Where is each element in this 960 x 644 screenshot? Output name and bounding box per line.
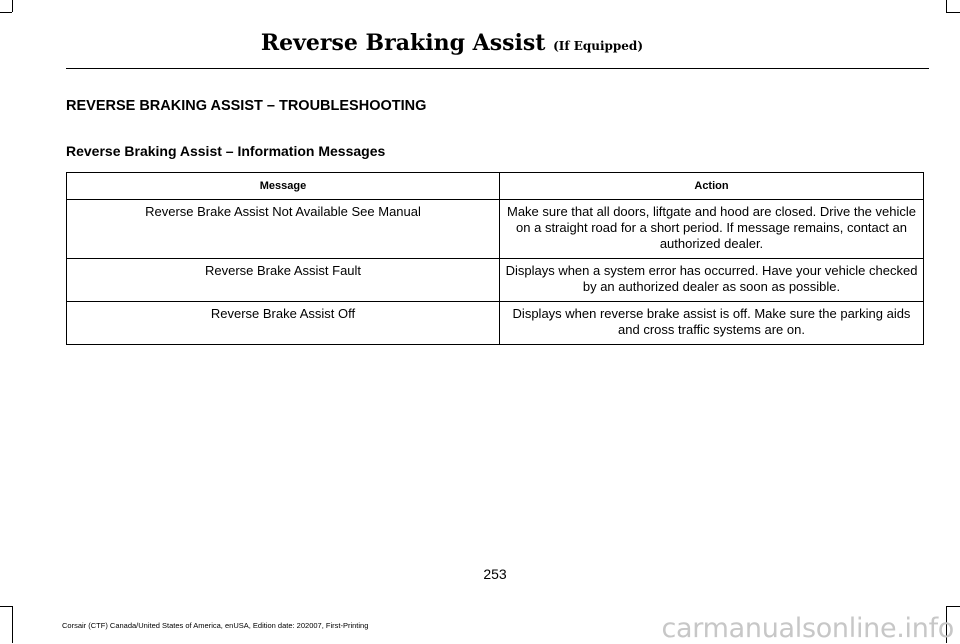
crop-mark-bottom-left-h — [0, 606, 12, 607]
page-header-title — [261, 30, 643, 56]
column-header-message: Message — [67, 173, 500, 200]
crop-mark-top-right-h — [946, 12, 960, 13]
header-title-text: Reverse Braking Assist — [260, 30, 546, 56]
action-cell: Make sure that all doors, liftgate and hood are closed. Drive the vehicle on a straight road for a short period. If message remains, contact an authorized dealer. — [500, 200, 924, 259]
crop-mark-bottom-right-h — [946, 606, 960, 607]
crop-mark-bottom-left — [12, 606, 13, 643]
header-title-suffix: (If Equipped) — [553, 39, 643, 53]
crop-mark-top-left — [12, 0, 13, 12]
message-cell: Reverse Brake Assist Not Available See Manual — [67, 200, 500, 259]
header-rule — [66, 68, 929, 69]
sub-heading: Reverse Braking Assist – Information Messages — [66, 143, 386, 159]
footer-edition-text: Corsair (CTF) Canada/United States of America, enUSA, Edition date: 202007, First-Printing — [62, 621, 369, 630]
crop-mark-top-right — [946, 0, 947, 12]
table-header-row — [67, 173, 924, 200]
information-messages-table — [66, 172, 924, 345]
column-header-action: Action — [500, 173, 924, 200]
page-number: 253 — [483, 566, 507, 582]
crop-mark-top-left-h — [0, 12, 12, 13]
message-cell: Reverse Brake Assist Fault — [67, 259, 500, 302]
section-heading: REVERSE BRAKING ASSIST – TROUBLESHOOTING — [66, 98, 427, 114]
action-cell: Displays when a system error has occurred. Have your vehicle checked by an authorized dealer as soon as possible. — [500, 259, 924, 302]
action-cell: Displays when reverse brake assist is off. Make sure the parking aids and cross traffic systems are on. — [500, 302, 924, 345]
table-row — [67, 200, 924, 259]
table-row — [67, 302, 924, 345]
message-cell: Reverse Brake Assist Off — [67, 302, 500, 345]
watermark-logo: carmanualsonline.info — [661, 613, 954, 644]
table-row — [67, 259, 924, 302]
